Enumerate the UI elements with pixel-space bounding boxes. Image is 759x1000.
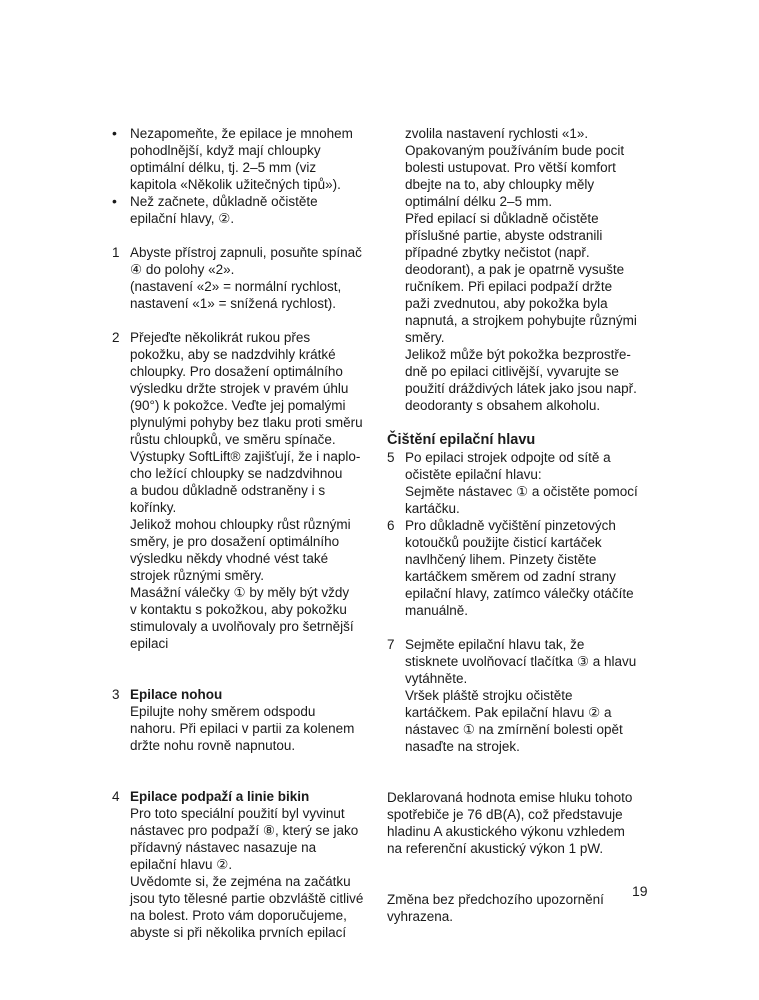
text-line: epilační hlavy, ②. xyxy=(130,211,235,226)
text-line: jsou tyto tělesné partie obzvláště citlivé xyxy=(130,891,364,906)
text-line: pokožku, aby se nadzdvihly krátké xyxy=(130,347,336,362)
step-3 xyxy=(112,686,374,754)
text-line: strojek různými směry. xyxy=(130,568,265,583)
text-line: očistěte epilační hlavu: xyxy=(405,467,542,482)
step-4 xyxy=(112,788,374,941)
text-line: kartáčkem. Pak epilační hlavu ② a xyxy=(405,705,612,720)
bullet-item xyxy=(112,125,374,193)
text-line: optimální délku 2–5 mm. xyxy=(405,194,553,209)
text-line: Před epilací si důkladně očistěte xyxy=(405,211,599,226)
text-line: Sejměte nástavec ① a očistěte pomocí xyxy=(405,484,638,499)
text-line: kořínky. xyxy=(130,500,177,515)
text-line: Opakovaným používáním bude pocit xyxy=(405,143,625,158)
continuation-paragraph xyxy=(387,125,649,414)
text-line: stimulovaly a uvolňovaly pro šetrnější xyxy=(130,619,354,634)
text-line: (nastavení «2» = normální rychlost, xyxy=(130,279,342,294)
text-line: Deklarovaná hodnota emise hluku tohoto xyxy=(387,790,633,805)
step-number: 6 xyxy=(387,518,395,533)
text-line: a budou důkladně odstraněny i s xyxy=(130,483,326,498)
text-line: plynulými pohyby bez tlaku proti směru xyxy=(130,415,363,430)
text-line: růstu chloupků, ve směru spínače. xyxy=(130,432,336,447)
section-heading-cleaning: Čištění epilační hlavu xyxy=(387,432,536,448)
text-line: vytáhněte. xyxy=(405,671,468,686)
text-line: na referenční akustický výkon 1 pW. xyxy=(387,841,604,856)
text-line: kotoučků použijte čisticí kartáček xyxy=(405,535,602,550)
text-line: napnutá, a strojkem pohybujte různými xyxy=(405,313,637,328)
text-line: Sejměte epilační hlavu tak, že xyxy=(405,637,585,652)
text-line: Pro důkladně vyčištění pinzetových xyxy=(405,518,616,533)
text-line: deodorant), a pak je opatrně vysušte xyxy=(405,262,625,277)
step-2 xyxy=(112,329,374,652)
step-number: 4 xyxy=(112,789,120,804)
text-line: stisknete uvolňovací tlačítka ③ a hlavu xyxy=(405,654,637,669)
bullet-symbol: • xyxy=(112,193,117,209)
text-line: Nezapomeňte, že epilace je mnohem xyxy=(130,126,353,141)
text-line: hladinu A akustického výkonu vzhledem xyxy=(387,824,625,839)
text-line: navlhčený lihem. Pinzety čistěte xyxy=(405,552,597,567)
text-line: výsledku držte strojek v pravém úhlu xyxy=(130,381,349,396)
text-line: nástavec pro podpaží ⑧, který se jako xyxy=(130,823,359,838)
step-number: 7 xyxy=(387,637,395,652)
step-6 xyxy=(387,517,649,619)
text-line: přídavný nástavec nasazuje na xyxy=(130,840,317,855)
text-line: Masážní válečky ① by měly být vždy xyxy=(130,585,350,600)
text-line: Výstupky SoftLift® zajišťují, že i naplo- xyxy=(130,449,361,464)
noise-notice xyxy=(387,789,649,857)
bullet-symbol: • xyxy=(112,125,117,141)
text-line: nasaďte na strojek. xyxy=(405,739,520,754)
step-number: 5 xyxy=(387,450,395,465)
text-line: (90°) k pokožce. Veďte jej pomalými xyxy=(130,398,346,413)
text-line: Pro toto speciální použití byl vyvinut xyxy=(130,806,345,821)
step-1 xyxy=(112,244,374,312)
text-line: ručníkem. Při epilaci podpaží držte xyxy=(405,279,613,294)
text-line: Epilujte nohy směrem odspodu xyxy=(130,704,316,719)
bullet-item xyxy=(112,193,374,227)
text-line: příslušné partie, abyste odstranili xyxy=(405,228,603,243)
text-line: případné zbytky nečistot (např. xyxy=(405,245,590,260)
text-line: Jelikož může být pokožka bezprostře- xyxy=(405,347,631,362)
step-number: 1 xyxy=(112,245,120,260)
text-line: směry. xyxy=(405,330,445,345)
text-line: držte nohu rovně napnutou. xyxy=(130,738,296,753)
text-line: spotřebiče je 76 dB(A), což představuje xyxy=(387,807,623,822)
text-line: v kontaktu s pokožkou, aby pokožku xyxy=(130,602,347,617)
text-line: optimální délku, tj. 2–5 mm (viz xyxy=(130,160,317,175)
text-line: Než začnete, důkladně očistěte xyxy=(130,194,318,209)
text-line: nastavení «1» = snížená rychlost). xyxy=(130,296,336,311)
step-number: 3 xyxy=(112,687,120,702)
text-line: ④ do polohy «2». xyxy=(130,262,235,277)
text-line: směry, je pro dosažení optimálního xyxy=(130,534,340,549)
text-line: výsledku někdy vhodné vést také xyxy=(130,551,329,566)
text-line: zvolila nastavení rychlosti «1». xyxy=(405,126,589,141)
left-column xyxy=(112,125,374,941)
text-line: abyste si při několika prvních epilací xyxy=(130,925,347,940)
text-line: použití dráždivých látek jako jsou např. xyxy=(405,381,637,396)
text-line: Po epilaci strojek odpojte od sítě a xyxy=(405,450,611,465)
text-line: epilaci xyxy=(130,636,169,651)
text-line: chloupky. Pro dosažení optimálního xyxy=(130,364,343,379)
text-line: kartáčkem směrem od zadní strany xyxy=(405,569,616,584)
text-line: kartáčku. xyxy=(405,501,460,516)
text-line: pohodlnější, když mají chloupky xyxy=(130,143,321,158)
text-line: Abyste přístroj zapnuli, posuňte spínač xyxy=(130,245,362,260)
step-5 xyxy=(387,449,649,517)
text-line: paži zvednutou, aby pokožka byla xyxy=(405,296,608,311)
text-line: nahoru. Při epilaci v partii za kolenem xyxy=(130,721,355,736)
text-line: dně po epilaci citlivější, vyvarujte se xyxy=(405,364,619,379)
text-line: manuálně. xyxy=(405,603,469,618)
text-line: Jelikož mohou chloupky růst různými xyxy=(130,517,351,532)
right-column xyxy=(387,125,649,925)
text-line: Vršek pláště strojku očistěte xyxy=(405,688,573,703)
step-number: 2 xyxy=(112,330,120,345)
text-line: Změna bez předchozího upozornění xyxy=(387,892,604,907)
text-line: vyhrazena. xyxy=(387,909,454,924)
text-line: bolesti ustupovat. Pro větší komfort xyxy=(405,160,616,175)
text-line: na bolest. Proto vám doporučujeme, xyxy=(130,908,347,923)
change-notice xyxy=(387,891,649,925)
step-7 xyxy=(387,636,649,755)
text-line: epilační hlavu ②. xyxy=(130,857,233,872)
text-line: deodoranty s obsahem alkoholu. xyxy=(405,398,601,413)
text-line: cho ležící chloupky se nadzdvihnou xyxy=(130,466,343,481)
text-line: Přejeďte několikrát rukou přes xyxy=(130,330,311,345)
text-line: epilační hlavy, zatímco válečky otáčíte xyxy=(405,586,634,601)
page-number: 19 xyxy=(632,883,648,899)
step-title: Epilace podpaží a linie bikin xyxy=(130,789,310,804)
text-line: kapitola «Několik užitečných tipů»). xyxy=(130,177,341,192)
text-line: dbejte na to, aby chloupky měly xyxy=(405,177,595,192)
text-line: Uvědomte si, že zejména na začátku xyxy=(130,874,351,889)
step-title: Epilace nohou xyxy=(130,687,223,702)
text-line: nástavec ① na zmírnění bolesti opět xyxy=(405,722,623,737)
